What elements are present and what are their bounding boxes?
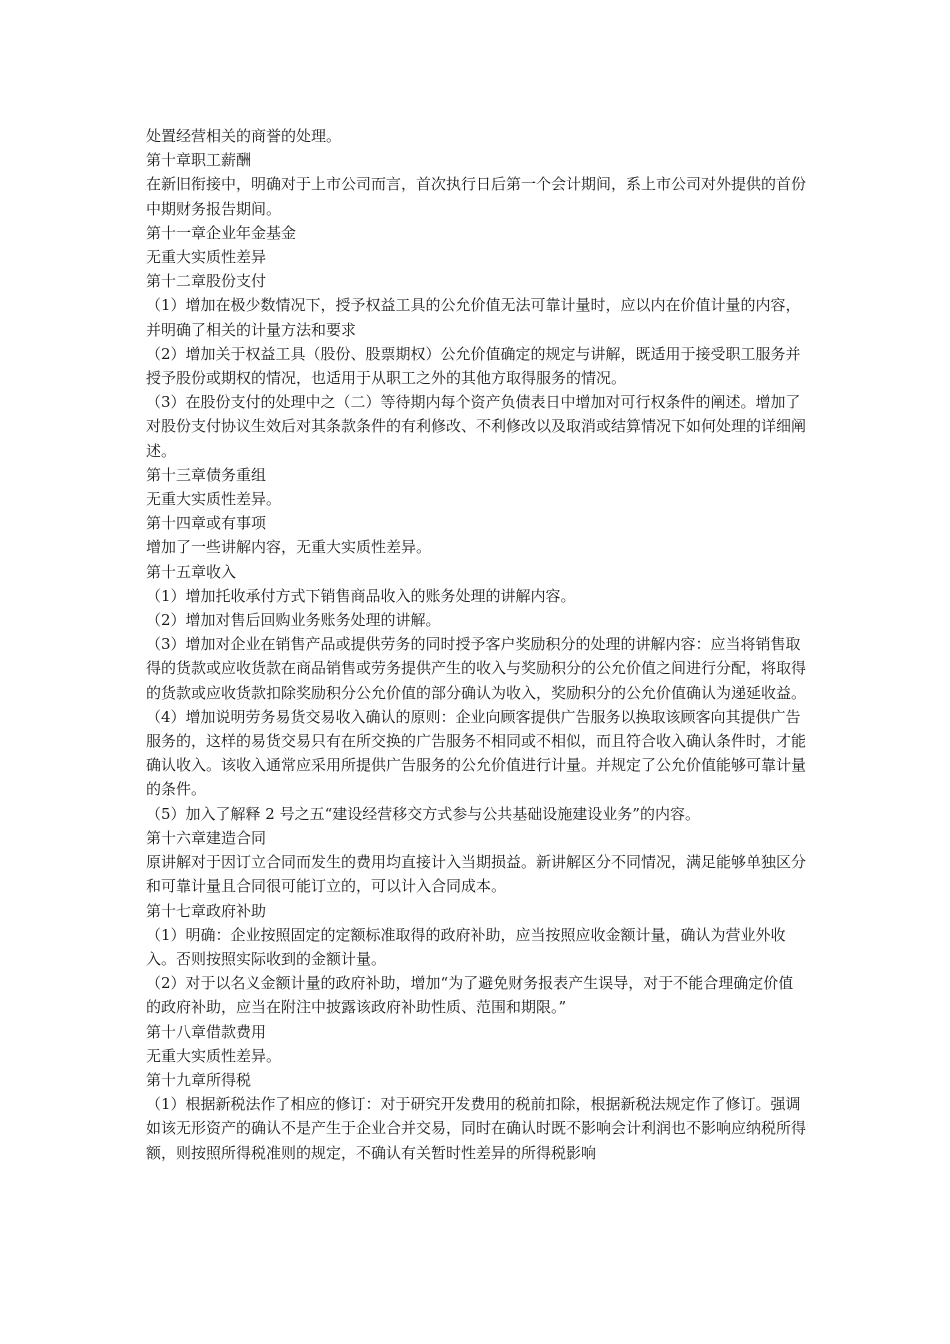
document-page (146, 124, 808, 1165)
chapter-heading: 第十九章所得税 (146, 1070, 252, 1089)
paragraph: （4）增加说明劳务易货交易收入确认的原则：企业向顾客提供广告服务以换取该顾客向其提供广告服务的，这样的易货交易只有在所交换的广告服务不相同或不相似，而且符合收入确认条件时，才能确认收入。该收入通常应采用所提供广告服务的公允价值进行计量。并规定了公允价值能够可靠计量的条件。 (146, 707, 807, 799)
paragraph: （3）在股份支付的处理中之（二）等待期内每个资产负债表日中增加对可行权条件的阐述。增加了对股份支付协议生效后对其条款条件的有利修改、不利修改以及取消或结算情况下如何处理的详细阐述。 (146, 393, 807, 460)
paragraph: 增加了一些讲解内容，无重大实质性差异。 (146, 538, 432, 557)
chapter-heading: 第十一章企业年金基金 (146, 223, 297, 242)
paragraph: （1）增加托收承付方式下销售商品收入的账务处理的讲解内容。 (146, 586, 576, 605)
paragraph: （2）增加关于权益工具（股份、股票期权）公允价值确定的规定与讲解，既适用于接受职工服务并授予股份或期权的情况，也适用于从职工之外的其他方取得服务的情况。 (146, 344, 801, 388)
paragraph: 处置经营相关的商誉的处理。 (146, 127, 342, 145)
chapter-heading: 第十二章股份支付 (146, 272, 267, 291)
paragraph: 在新旧衔接中，明确对于上市公司而言，首次执行日后第一个会计期间，系上市公司对外提供的首份中期财务报告期间。 (146, 175, 807, 218)
paragraph: （2）对于以名义金额计量的政府补助，增加“为了避免财务报表产生误导，对于不能合理确定价值的政府补助，应当在附注中披露该政府补助性质、范围和期限。” (146, 974, 794, 1017)
paragraph: 无重大实质性差异 (146, 248, 267, 267)
chapter-heading: 第十八章借款费用 (146, 1022, 267, 1041)
paragraph: 无重大实质性差异。 (146, 490, 282, 509)
paragraph: （1）增加在极少数情况下，授予权益工具的公允价值无法可靠计量时，应以内在价值计量的内容，并明确了相关的计量方法和要求 (146, 296, 801, 339)
chapter-heading: 第十五章收入 (146, 562, 237, 581)
paragraph: （5）加入了解释 2 号之五“建设经营移交方式参与公共基础设施建设业务”的内容。 (146, 804, 700, 823)
paragraph: （1）根据新税法作了相应的修订：对于研究开发费用的税前扣除，根据新税法规定作了修订。强调如该无形资产的确认不是产生于企业合并交易，同时在确认时既不影响会计利润也不影响应纳税所得额，则按照所得税准则的规定，不确认有关暂时性差异的所得税影响 (146, 1095, 807, 1162)
chapter-heading: 第十三章债务重组 (146, 465, 267, 484)
paragraph: （3）增加对企业在销售产品或提供劳务的同时授予客户奖励积分的处理的讲解内容：应当将销售取得的货款或应收货款在商品销售或劳务提供产生的收入与奖励积分的公允价值之间进行分配，将取得的货款或应收货款扣除奖励积分公允价值的部分确认为收入，奖励积分的公允价值确认为递延收益。 (146, 635, 807, 702)
chapter-heading: 第十七章政府补助 (146, 901, 267, 920)
paragraph: 原讲解对于因订立合同而发生的费用均直接计入当期损益。新讲解区分不同情况，满足能够单独区分和可靠计量且合同很可能订立的，可以计入合同成本。 (146, 853, 807, 896)
paragraph: （1）明确：企业按照固定的定额标准取得的政府补助，应当按照应收金额计量，确认为营业外收入。否则按照实际收到的金额计量。 (146, 925, 786, 968)
paragraph: 无重大实质性差异。 (146, 1046, 282, 1065)
chapter-heading: 第十六章建造合同 (146, 828, 267, 847)
chapter-heading: 第十章职工薪酬 (146, 151, 252, 170)
paragraph: （2）增加对售后回购业务账务处理的讲解。 (146, 611, 441, 630)
chapter-heading: 第十四章或有事项 (146, 514, 267, 533)
